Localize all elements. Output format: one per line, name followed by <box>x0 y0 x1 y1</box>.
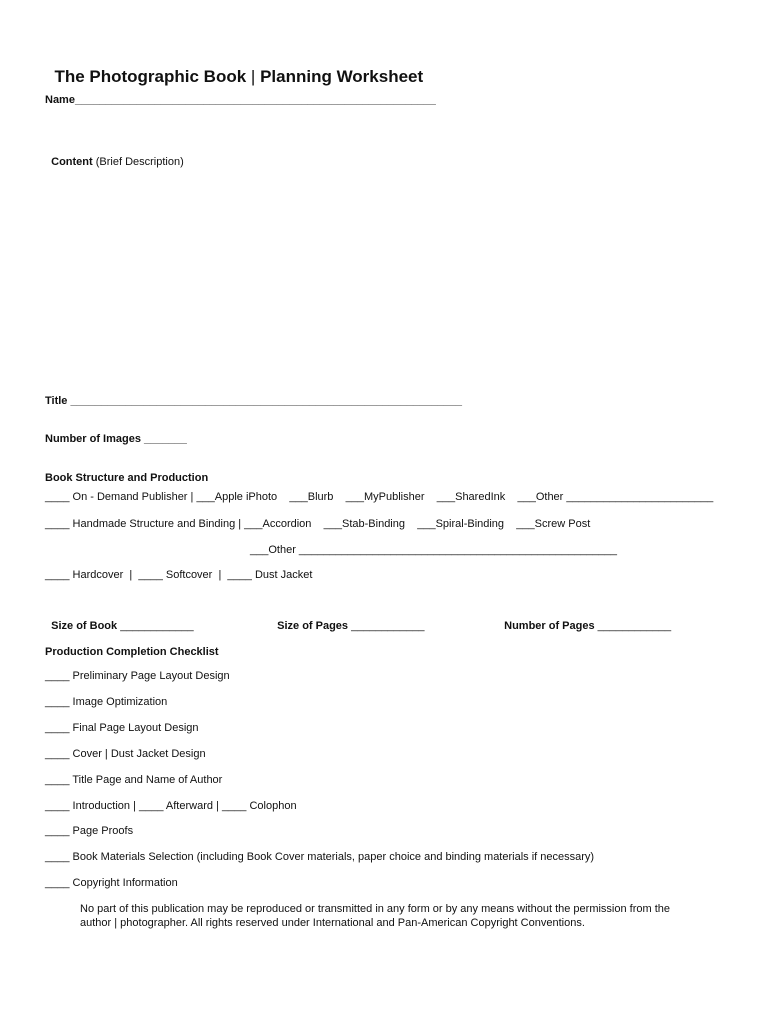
checklist-item[interactable]: ____ Final Page Layout Design <box>45 722 199 734</box>
size-of-book-label: Size of Book <box>51 620 118 632</box>
content-label: Content <box>51 156 93 168</box>
structure-heading: Book Structure and Production <box>45 472 209 484</box>
checklist-item[interactable]: ____ Book Materials Selection (including Book Cover materials, paper choice and binding materials if necessary) <box>45 851 595 863</box>
number-of-pages-label: Number of Pages <box>504 620 595 632</box>
size-of-pages-field[interactable] <box>271 607 425 633</box>
checklist-item[interactable]: ____ Copyright Information <box>45 877 178 889</box>
structure-row-publisher[interactable]: ____ On - Demand Publisher | ___Apple iPhoto ___Blurb ___MyPublisher ___SharedInk ___Other ________________________ <box>45 491 714 503</box>
checklist-heading: Production Completion Checklist <box>45 646 219 658</box>
size-of-book-field[interactable] <box>45 607 194 633</box>
copyright-notice: No part of this publication may be reproduced or transmitted in any form or by any means without the permission from the author | photographer. All rights reserved under International and Pan-American Copyright Conventions. <box>80 903 671 929</box>
size-of-pages-blank: ____________ <box>348 620 425 632</box>
title-main: The Photographic Book <box>54 67 247 86</box>
content-hint: (Brief Description) <box>92 156 184 168</box>
structure-row-cover[interactable]: ____ Hardcover | ____ Softcover | ____ Dust Jacket <box>45 569 313 581</box>
checklist-item[interactable]: ____ Page Proofs <box>45 825 134 837</box>
number-of-pages-blank: ____________ <box>594 620 672 632</box>
checklist-item[interactable]: ____ Image Optimization <box>45 696 168 708</box>
checklist-item[interactable]: ____ Preliminary Page Layout Design <box>45 670 230 682</box>
name-field[interactable]: Name___________________________________________________________ <box>45 94 436 106</box>
number-of-pages-field[interactable] <box>498 607 671 633</box>
title-field[interactable]: Title ________________________________________________________________ <box>45 395 463 407</box>
title-sub: Planning Worksheet <box>260 67 424 86</box>
structure-row-other[interactable]: ___Other ____________________________________________________ <box>250 544 618 556</box>
title-separator: | <box>246 67 261 86</box>
number-of-images-field[interactable]: Number of Images _______ <box>45 433 187 445</box>
structure-row-handmade[interactable]: ____ Handmade Structure and Binding | ___Accordion ___Stab-Binding ___Spiral-Binding ___Screw Post <box>45 518 591 530</box>
checklist-item[interactable]: ____ Cover | Dust Jacket Design <box>45 748 206 760</box>
content-field[interactable] <box>45 143 184 169</box>
page-title <box>45 47 423 87</box>
size-of-book-blank: ____________ <box>117 620 194 632</box>
checklist-item[interactable]: ____ Introduction | ____ Afterward | ____ Colophon <box>45 800 297 812</box>
checklist-item[interactable]: ____ Title Page and Name of Author <box>45 774 223 786</box>
size-of-pages-label: Size of Pages <box>277 620 349 632</box>
